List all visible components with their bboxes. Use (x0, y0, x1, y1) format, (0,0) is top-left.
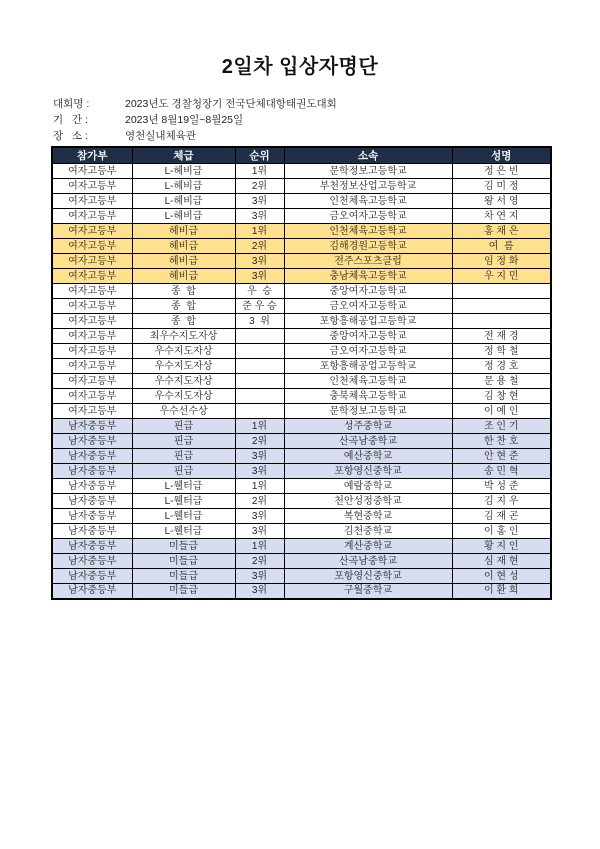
cell-affiliation: 인천체육고등학교 (284, 224, 452, 239)
table-row (52, 329, 551, 344)
header-weight-class: 체급 (132, 147, 235, 164)
cell-weight-class: 헤비급 (132, 224, 235, 239)
cell-rank: 1위 (235, 164, 284, 179)
cell-weight-class: 종 합 (132, 284, 235, 299)
cell-weight-class: 미들급 (132, 569, 235, 584)
cell-name: 김 미 정 (452, 179, 551, 194)
cell-name: 송 민 혁 (452, 464, 551, 479)
cell-affiliation: 포항흥해공업고등학교 (284, 359, 452, 374)
cell-name: 정 은 빈 (452, 164, 551, 179)
cell-rank: 2위 (235, 494, 284, 509)
cell-rank: 2위 (235, 239, 284, 254)
cell-name: 이 현 성 (452, 569, 551, 584)
cell-division: 남자중등부 (52, 554, 132, 569)
cell-weight-class: L-웰터급 (132, 479, 235, 494)
cell-name: 임 정 화 (452, 254, 551, 269)
meta-label-event: 대회명 : (53, 98, 90, 110)
cell-weight-class: L-헤비급 (132, 194, 235, 209)
meta-row-period (53, 112, 600, 128)
page-title: 2일차 입상자명단 (221, 56, 379, 78)
table-row (52, 314, 551, 329)
cell-weight-class: 핀급 (132, 464, 235, 479)
cell-name (452, 284, 551, 299)
winners-table-body (52, 164, 551, 599)
cell-name: 여 름 (452, 239, 551, 254)
cell-rank: 3위 (235, 449, 284, 464)
cell-affiliation: 문학정보고등학교 (284, 164, 452, 179)
cell-rank: 2위 (235, 554, 284, 569)
cell-rank: 준 우 승 (235, 299, 284, 314)
cell-affiliation: 금오여자고등학교 (284, 209, 452, 224)
cell-affiliation: 포항영신중학교 (284, 464, 452, 479)
table-row (52, 434, 551, 449)
cell-rank: 2위 (235, 434, 284, 449)
cell-division: 여자고등부 (52, 284, 132, 299)
cell-name: 정 학 철 (452, 344, 551, 359)
cell-division: 남자중등부 (52, 509, 132, 524)
cell-name: 조 인 기 (452, 419, 551, 434)
cell-affiliation: 김천중학교 (284, 524, 452, 539)
table-row (52, 164, 551, 179)
cell-division: 여자고등부 (52, 404, 132, 419)
winners-table-header (52, 147, 551, 164)
table-row (52, 344, 551, 359)
cell-rank: 1위 (235, 539, 284, 554)
cell-name: 홍 채 은 (452, 224, 551, 239)
cell-weight-class: 헤비급 (132, 239, 235, 254)
cell-weight-class: 종 합 (132, 299, 235, 314)
cell-affiliation: 인천체육고등학교 (284, 374, 452, 389)
cell-affiliation: 예람중학교 (284, 479, 452, 494)
cell-division: 남자중등부 (52, 434, 132, 449)
table-row (52, 449, 551, 464)
cell-division: 남자중등부 (52, 449, 132, 464)
table-row (52, 584, 551, 599)
table-row (52, 374, 551, 389)
cell-division: 여자고등부 (52, 254, 132, 269)
cell-rank (235, 359, 284, 374)
cell-weight-class: 미들급 (132, 539, 235, 554)
cell-rank (235, 344, 284, 359)
cell-name: 김 재 곤 (452, 509, 551, 524)
cell-name (452, 299, 551, 314)
cell-rank: 3위 (235, 254, 284, 269)
cell-weight-class: 종 합 (132, 314, 235, 329)
cell-division: 여자고등부 (52, 314, 132, 329)
cell-rank: 1위 (235, 419, 284, 434)
cell-affiliation: 충북체육고등학교 (284, 389, 452, 404)
cell-weight-class: L-웰터급 (132, 524, 235, 539)
cell-name: 이 환 희 (452, 584, 551, 599)
cell-affiliation: 예산중학교 (284, 449, 452, 464)
cell-name: 이 홍 인 (452, 524, 551, 539)
cell-weight-class: 우수지도자상 (132, 359, 235, 374)
cell-rank: 3위 (235, 524, 284, 539)
cell-division: 여자고등부 (52, 179, 132, 194)
cell-name: 황 지 인 (452, 539, 551, 554)
cell-weight-class: L-헤비급 (132, 179, 235, 194)
cell-division: 남자중등부 (52, 494, 132, 509)
cell-name: 정 경 호 (452, 359, 551, 374)
event-meta-block (53, 96, 600, 144)
table-row (52, 359, 551, 374)
header-rank: 순위 (235, 147, 284, 164)
cell-rank: 3위 (235, 509, 284, 524)
header-affiliation: 소속 (284, 147, 452, 164)
meta-row-venue (53, 128, 600, 144)
cell-division: 여자고등부 (52, 299, 132, 314)
cell-weight-class: 우수지도자상 (132, 344, 235, 359)
cell-affiliation: 복현중학교 (284, 509, 452, 524)
table-row (52, 239, 551, 254)
cell-weight-class: 우수지도자상 (132, 374, 235, 389)
cell-affiliation: 포항영신중학교 (284, 569, 452, 584)
cell-affiliation: 중앙여자고등학교 (284, 329, 452, 344)
table-row (52, 179, 551, 194)
cell-rank: 3위 (235, 464, 284, 479)
cell-division: 여자고등부 (52, 389, 132, 404)
cell-weight-class: L-헤비급 (132, 164, 235, 179)
cell-rank (235, 329, 284, 344)
cell-name: 김 지 우 (452, 494, 551, 509)
cell-name: 박 성 준 (452, 479, 551, 494)
cell-weight-class: 핀급 (132, 449, 235, 464)
table-row (52, 554, 551, 569)
cell-division: 여자고등부 (52, 194, 132, 209)
cell-rank: 3위 (235, 194, 284, 209)
winners-table (51, 146, 552, 600)
table-row (52, 524, 551, 539)
cell-affiliation: 인천체육고등학교 (284, 194, 452, 209)
table-row (52, 479, 551, 494)
cell-affiliation: 구월중학교 (284, 584, 452, 599)
cell-weight-class: L-웰터급 (132, 509, 235, 524)
cell-name: 전 재 경 (452, 329, 551, 344)
cell-division: 여자고등부 (52, 344, 132, 359)
meta-label-venue: 장 소 : (53, 130, 88, 142)
cell-rank: 3위 (235, 584, 284, 599)
table-row (52, 284, 551, 299)
cell-division: 남자중등부 (52, 569, 132, 584)
table-row (52, 494, 551, 509)
cell-division: 여자고등부 (52, 224, 132, 239)
header-row (52, 147, 551, 164)
cell-division: 여자고등부 (52, 164, 132, 179)
cell-rank: 3위 (235, 269, 284, 284)
cell-weight-class: 최우수지도자상 (132, 329, 235, 344)
cell-weight-class: L-웰터급 (132, 494, 235, 509)
cell-affiliation: 부천정보산업고등학교 (284, 179, 452, 194)
cell-name: 김 창 현 (452, 389, 551, 404)
cell-division: 여자고등부 (52, 269, 132, 284)
cell-division: 남자중등부 (52, 464, 132, 479)
cell-affiliation: 성주중학교 (284, 419, 452, 434)
cell-weight-class: 핀급 (132, 419, 235, 434)
cell-weight-class: 미들급 (132, 584, 235, 599)
cell-name: 한 찬 호 (452, 434, 551, 449)
cell-weight-class: L-헤비급 (132, 209, 235, 224)
cell-weight-class: 우수지도자상 (132, 389, 235, 404)
cell-rank: 3 위 (235, 314, 284, 329)
cell-division: 남자중등부 (52, 539, 132, 554)
table-row (52, 254, 551, 269)
cell-division: 남자중등부 (52, 584, 132, 599)
cell-affiliation: 산곡남중학교 (284, 434, 452, 449)
table-row (52, 464, 551, 479)
cell-name: 안 현 준 (452, 449, 551, 464)
cell-weight-class: 우수선수상 (132, 404, 235, 419)
cell-name: 문 용 철 (452, 374, 551, 389)
cell-rank: 1위 (235, 224, 284, 239)
cell-division: 남자중등부 (52, 479, 132, 494)
header-name: 성명 (452, 147, 551, 164)
cell-name: 이 예 인 (452, 404, 551, 419)
cell-affiliation: 중앙여자고등학교 (284, 284, 452, 299)
cell-rank (235, 404, 284, 419)
cell-name: 우 지 민 (452, 269, 551, 284)
table-row (52, 569, 551, 584)
cell-weight-class: 미들급 (132, 554, 235, 569)
table-row (52, 404, 551, 419)
cell-affiliation: 김해경원고등학교 (284, 239, 452, 254)
cell-affiliation: 포항흥해공업고등학교 (284, 314, 452, 329)
cell-division: 여자고등부 (52, 329, 132, 344)
meta-value-period: 2023년 8월19일~8월25일 (125, 114, 244, 126)
cell-affiliation: 산곡남중학교 (284, 554, 452, 569)
table-row (52, 299, 551, 314)
cell-affiliation: 금오여자고등학교 (284, 299, 452, 314)
table-row (52, 389, 551, 404)
table-row (52, 194, 551, 209)
meta-label-period: 기 간 : (53, 114, 88, 126)
cell-affiliation: 천안성정중학교 (284, 494, 452, 509)
meta-value-event: 2023년도 경찰청장기 전국단체대항태권도대회 (125, 98, 337, 110)
cell-name (452, 314, 551, 329)
cell-name: 심 재 현 (452, 554, 551, 569)
cell-rank: 우 승 (235, 284, 284, 299)
cell-rank: 2위 (235, 179, 284, 194)
table-row (52, 539, 551, 554)
cell-name: 왕 서 영 (452, 194, 551, 209)
table-row (52, 269, 551, 284)
cell-division: 여자고등부 (52, 374, 132, 389)
cell-rank (235, 374, 284, 389)
cell-division: 남자중등부 (52, 419, 132, 434)
cell-weight-class: 헤비급 (132, 269, 235, 284)
cell-affiliation: 문학정보고등학교 (284, 404, 452, 419)
cell-division: 여자고등부 (52, 239, 132, 254)
cell-name: 차 연 지 (452, 209, 551, 224)
cell-affiliation: 충남체육고등학교 (284, 269, 452, 284)
cell-division: 여자고등부 (52, 209, 132, 224)
table-row (52, 419, 551, 434)
cell-division: 여자고등부 (52, 359, 132, 374)
meta-row-event (53, 96, 600, 112)
cell-affiliation: 금오여자고등학교 (284, 344, 452, 359)
table-row (52, 209, 551, 224)
cell-division: 남자중등부 (52, 524, 132, 539)
cell-weight-class: 헤비급 (132, 254, 235, 269)
cell-affiliation: 전주스포츠클럽 (284, 254, 452, 269)
cell-rank: 3위 (235, 209, 284, 224)
cell-rank: 3위 (235, 569, 284, 584)
cell-rank: 1위 (235, 479, 284, 494)
cell-weight-class: 핀급 (132, 434, 235, 449)
meta-value-venue: 영천실내체육관 (125, 130, 197, 142)
header-division: 참가부 (52, 147, 132, 164)
cell-rank (235, 389, 284, 404)
table-row (52, 509, 551, 524)
table-row (52, 224, 551, 239)
cell-affiliation: 계산중학교 (284, 539, 452, 554)
